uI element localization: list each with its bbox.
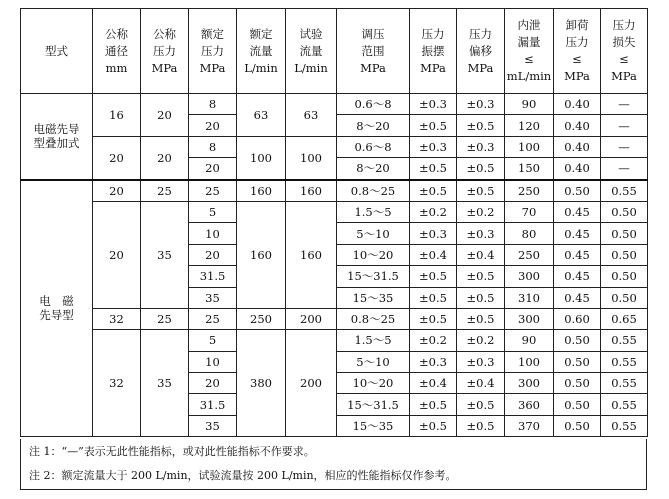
unload-cell: 0.45 — [554, 287, 601, 308]
test-flow-cell: 100 — [286, 136, 337, 179]
rated-pressure-cell: 20 — [189, 373, 237, 394]
header-text: 压力 — [153, 43, 176, 58]
leak-cell: 80 — [505, 223, 554, 244]
rated-pressure-cell: 31.5 — [189, 394, 237, 415]
range-cell: 1.5～5 — [337, 330, 410, 351]
shift-cell: ±0.3 — [457, 94, 505, 115]
range-cell: 0.6～8 — [337, 94, 410, 115]
range-cell: 10～20 — [337, 244, 410, 265]
shift-cell: ±0.5 — [457, 158, 505, 180]
shift-cell: ±0.5 — [457, 115, 505, 136]
header-text: 内泄 — [517, 18, 541, 32]
header-text: MPa — [151, 60, 178, 75]
table-row — [21, 330, 648, 351]
shift-cell: ±0.4 — [457, 244, 505, 265]
header-text: 额定 — [201, 26, 224, 41]
loss-cell: 0.50 — [601, 244, 648, 265]
shift-cell: ±0.5 — [457, 394, 505, 415]
test-flow-cell: 160 — [286, 201, 337, 308]
range-cell: 15～35 — [337, 415, 410, 436]
swing-cell: ±0.5 — [410, 266, 457, 287]
range-cell: 15～35 — [337, 287, 410, 308]
header-text: MPa — [611, 69, 637, 83]
loss-cell: 0.55 — [601, 351, 648, 372]
type-cell: 电磁先导 型叠加式 — [21, 94, 93, 180]
swing-cell: ±0.3 — [410, 223, 457, 244]
unload-cell: 0.40 — [554, 136, 601, 157]
loss-cell: 0.65 — [601, 308, 648, 329]
rated-pressure-cell: 35 — [189, 287, 237, 308]
unload-cell: 0.60 — [554, 308, 601, 329]
header-text: MPa — [199, 60, 226, 75]
leak-cell: 120 — [505, 115, 554, 136]
loss-cell: — — [601, 94, 648, 115]
header-text: 压力 — [565, 35, 589, 49]
header-cell — [554, 9, 601, 94]
header-text: 通径 — [105, 43, 128, 58]
pn-cell: 20 — [141, 94, 189, 137]
range-cell: 15～31.5 — [337, 394, 410, 415]
header-text: 压力 — [469, 26, 492, 41]
rated-flow-cell: 160 — [237, 201, 286, 308]
unload-cell: 0.50 — [554, 373, 601, 394]
shift-cell: ±0.3 — [457, 223, 505, 244]
swing-cell: ±0.5 — [410, 158, 457, 180]
unload-cell: 0.45 — [554, 201, 601, 222]
header-text: 流量 — [299, 43, 323, 58]
rated-pressure-cell: 20 — [189, 115, 237, 136]
dn-cell: 20 — [93, 180, 141, 202]
table-body — [21, 94, 648, 437]
table-row — [21, 308, 648, 329]
shift-cell: ±0.2 — [457, 201, 505, 222]
header-text: MPa — [360, 60, 386, 75]
note-1: 注 1：“—”表示无此性能指标，或对此性能指标不作要求。 — [29, 445, 315, 458]
notes-box — [20, 439, 647, 490]
table-row — [21, 180, 648, 202]
header-cell — [601, 9, 648, 94]
swing-cell: ±0.5 — [410, 287, 457, 308]
table-row — [21, 136, 648, 157]
swing-cell: ±0.5 — [410, 308, 457, 329]
unload-cell: 0.40 — [554, 158, 601, 180]
header-text: mm — [105, 60, 128, 75]
test-flow-cell: 160 — [286, 180, 337, 202]
swing-cell: ±0.3 — [410, 94, 457, 115]
loss-cell: 0.55 — [601, 394, 648, 415]
shift-cell: ±0.3 — [457, 351, 505, 372]
header-text: 流量 — [249, 43, 273, 58]
swing-cell: ±0.5 — [410, 115, 457, 136]
shift-cell: ±0.3 — [457, 136, 505, 157]
rated-flow-cell: 160 — [237, 180, 286, 202]
swing-cell: ±0.5 — [410, 394, 457, 415]
rated-pressure-cell: 10 — [189, 223, 237, 244]
shift-cell: ±0.4 — [457, 373, 505, 394]
loss-cell: 0.50 — [601, 287, 648, 308]
spec-table — [20, 8, 648, 437]
header-text: 损失 — [612, 35, 636, 49]
header-cell — [286, 9, 337, 94]
dn-cell: 32 — [93, 330, 141, 437]
range-cell: 10～20 — [337, 373, 410, 394]
header-text: 漏量 — [517, 35, 541, 49]
unload-cell: 0.50 — [554, 330, 601, 351]
header-row — [21, 9, 648, 94]
rated-pressure-cell: 5 — [189, 201, 237, 222]
header-text: 范围 — [361, 43, 385, 58]
unload-cell: 0.50 — [554, 394, 601, 415]
loss-cell: 0.55 — [601, 330, 648, 351]
range-cell: 5～10 — [337, 351, 410, 372]
table-row — [21, 94, 648, 115]
shift-cell: ±0.5 — [457, 308, 505, 329]
swing-cell: ±0.2 — [410, 201, 457, 222]
header-cell — [505, 9, 554, 94]
header-text: MPa — [467, 60, 494, 75]
header-cell — [21, 9, 93, 94]
leak-cell: 70 — [505, 201, 554, 222]
rated-pressure-cell: 25 — [189, 308, 237, 329]
loss-cell: — — [601, 158, 648, 180]
header-text: 偏移 — [469, 43, 492, 58]
leak-cell: 300 — [505, 373, 554, 394]
leak-cell: 300 — [505, 308, 554, 329]
pn-cell: 35 — [141, 330, 189, 437]
header-cell — [337, 9, 410, 94]
unload-cell: 0.50 — [554, 351, 601, 372]
header-text: 压力 — [421, 26, 445, 41]
header-cell — [141, 9, 189, 94]
loss-cell: 0.50 — [601, 201, 648, 222]
loss-cell: 0.50 — [601, 266, 648, 287]
leak-cell: 90 — [505, 330, 554, 351]
shift-cell: ±0.5 — [457, 180, 505, 202]
swing-cell: ±0.3 — [410, 136, 457, 157]
leak-cell: 90 — [505, 94, 554, 115]
swing-cell: ±0.5 — [410, 415, 457, 436]
test-flow-cell: 200 — [286, 330, 337, 437]
loss-cell: — — [601, 115, 648, 136]
header-cell — [189, 9, 237, 94]
header-text: 压力 — [612, 18, 636, 32]
unload-cell: 0.50 — [554, 415, 601, 436]
test-flow-cell: 200 — [286, 308, 337, 329]
shift-cell: ±0.5 — [457, 415, 505, 436]
leak-cell: 250 — [505, 244, 554, 265]
swing-cell: ±0.3 — [410, 351, 457, 372]
header-text: 试验 — [299, 26, 323, 41]
header-cell — [457, 9, 505, 94]
header-cell — [93, 9, 141, 94]
pn-cell: 25 — [141, 308, 189, 329]
leak-cell: 360 — [505, 394, 554, 415]
leak-cell: 250 — [505, 180, 554, 202]
loss-cell: — — [601, 136, 648, 157]
unload-cell: 0.40 — [554, 115, 601, 136]
header-text: 额定 — [249, 26, 273, 41]
table-header — [21, 9, 648, 94]
range-cell: 8～20 — [337, 115, 410, 136]
rated-pressure-cell: 8 — [189, 136, 237, 157]
range-cell: 5～10 — [337, 223, 410, 244]
header-text: MPa — [564, 69, 590, 83]
header-text: 公称 — [105, 26, 128, 41]
unload-cell: 0.45 — [554, 223, 601, 244]
table-row — [21, 201, 648, 222]
rated-pressure-cell: 25 — [189, 180, 237, 202]
header-text: L/min — [294, 60, 328, 75]
rated-flow-cell: 380 — [237, 330, 286, 437]
header-text: ≤ — [524, 52, 534, 66]
header-text: L/min — [244, 60, 278, 75]
header-text: 调压 — [361, 26, 385, 41]
range-cell: 0.6～8 — [337, 136, 410, 157]
test-flow-cell: 63 — [286, 94, 337, 137]
range-cell: 0.8～25 — [337, 180, 410, 202]
dn-cell: 32 — [93, 308, 141, 329]
dn-cell: 16 — [93, 94, 141, 137]
rated-pressure-cell: 31.5 — [189, 266, 237, 287]
shift-cell: ±0.5 — [457, 287, 505, 308]
swing-cell: ±0.2 — [410, 330, 457, 351]
header-text: mL/min — [506, 69, 552, 83]
pn-cell: 25 — [141, 180, 189, 202]
swing-cell: ±0.4 — [410, 373, 457, 394]
shift-cell: ±0.5 — [457, 266, 505, 287]
leak-cell: 310 — [505, 287, 554, 308]
header-cell — [237, 9, 286, 94]
leak-cell: 100 — [505, 351, 554, 372]
header-text: 公称 — [153, 26, 176, 41]
header-text: 卸荷 — [565, 18, 589, 32]
leak-cell: 300 — [505, 266, 554, 287]
header-text: 压力 — [201, 43, 224, 58]
swing-cell: ±0.5 — [410, 180, 457, 202]
note-2: 注 2：额定流量大于 200 L/min，试验流量按 200 L/min，相应的性能指标仅作参考。 — [29, 469, 457, 482]
leak-cell: 150 — [505, 158, 554, 180]
rated-pressure-cell: 10 — [189, 351, 237, 372]
rated-flow-cell: 63 — [237, 94, 286, 137]
shift-cell: ±0.2 — [457, 330, 505, 351]
loss-cell: 0.50 — [601, 223, 648, 244]
dn-cell: 20 — [93, 136, 141, 179]
loss-cell: 0.55 — [601, 415, 648, 436]
header-text: ≤ — [572, 52, 582, 66]
header-text: MPa — [420, 60, 446, 75]
loss-cell: 0.55 — [601, 373, 648, 394]
range-cell: 0.8～25 — [337, 308, 410, 329]
header-text: 型式 — [45, 43, 68, 58]
header-cell — [410, 9, 457, 94]
pn-cell: 35 — [141, 201, 189, 308]
header-text: 振摆 — [421, 43, 445, 58]
rated-pressure-cell: 8 — [189, 94, 237, 115]
range-cell: 1.5～5 — [337, 201, 410, 222]
pn-cell: 20 — [141, 136, 189, 179]
rated-pressure-cell: 35 — [189, 415, 237, 436]
rated-pressure-cell: 5 — [189, 330, 237, 351]
range-cell: 15～31.5 — [337, 266, 410, 287]
header-text: ≤ — [619, 52, 629, 66]
unload-cell: 0.50 — [554, 180, 601, 202]
type-cell: 电 磁 先导型 — [21, 180, 93, 437]
swing-cell: ±0.4 — [410, 244, 457, 265]
loss-cell: 0.55 — [601, 180, 648, 202]
unload-cell: 0.40 — [554, 94, 601, 115]
leak-cell: 370 — [505, 415, 554, 436]
dn-cell: 20 — [93, 201, 141, 308]
rated-pressure-cell: 20 — [189, 244, 237, 265]
unload-cell: 0.45 — [554, 266, 601, 287]
range-cell: 8～20 — [337, 158, 410, 180]
rated-flow-cell: 250 — [237, 308, 286, 329]
leak-cell: 100 — [505, 136, 554, 157]
rated-pressure-cell: 20 — [189, 158, 237, 180]
rated-flow-cell: 100 — [237, 136, 286, 179]
unload-cell: 0.45 — [554, 244, 601, 265]
